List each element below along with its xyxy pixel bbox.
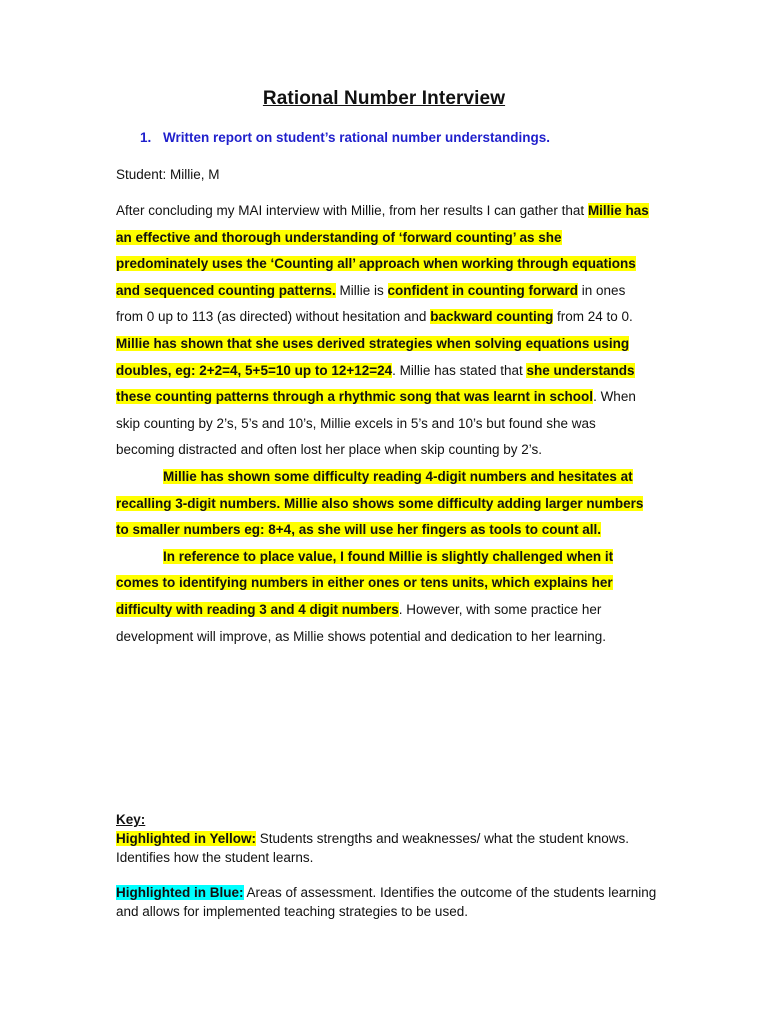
highlight-key [116, 810, 676, 921]
paragraph-2 [116, 464, 656, 544]
document-title: Rational Number Interview [262, 88, 506, 109]
text-run: . Millie has stated that [392, 362, 527, 378]
student-name-line: Student: Millie, M [116, 167, 220, 182]
paragraph-1 [116, 198, 656, 464]
text-run: in ones from 0 up to 113 (as directed) without hesitation and [116, 282, 626, 325]
yellow-highlight: backward counting [430, 309, 554, 325]
key-blue-label: Highlighted in Blue: [116, 885, 244, 900]
key-yellow-entry [116, 829, 676, 867]
key-spacer [116, 867, 676, 883]
yellow-highlight: In reference to place value, I found Millie is slightly challenged when it comes to identifying numbers in either ones or tens units, which explains her difficulty with reading 3 and 4 digit numbers [116, 548, 614, 617]
section-heading [140, 130, 550, 145]
text-run: . When skip counting by 2’s, 5’s and 10’s, Millie excels in 5’s and 10’s but found she was becoming distracted and often lost her place when skip counting by 2’s. [116, 389, 636, 458]
section-number: 1. [140, 130, 152, 145]
key-label: Key: [116, 812, 146, 827]
text-run: . However, with some practice her development will improve, as Millie shows potential and dedication to her learning. [116, 601, 607, 644]
text-run: After concluding my MAI interview with Millie, from her results I can gather that [116, 203, 588, 218]
key-blue-entry [116, 883, 676, 921]
yellow-highlight: Millie has shown that she uses derived strategies when solving equations using doubles, eg: 2+2=4, 5+5=10 up to 12+12=24 [116, 335, 630, 378]
yellow-highlight: Millie has shown some difficulty reading 4-digit numbers and hesitates at recalling 3-digit numbers. Millie also shows some difficulty adding larger numbers to smaller numbers eg: 8+4, as she will use her fingers as tools to count all. [116, 468, 644, 538]
report-body [116, 198, 656, 650]
paragraph-3 [116, 544, 656, 650]
yellow-highlight: Millie has an effective and thorough understanding of ‘forward counting’ as she predominately uses the ‘Counting all’ approach when working through equations and sequenced counting patterns. [116, 203, 649, 298]
key-yellow-label: Highlighted in Yellow: [116, 831, 257, 846]
key-yellow-text: Students strengths and weaknesses/ what the student knows. Identifies how the student learns. [116, 831, 629, 865]
text-run: Millie is [335, 282, 388, 298]
yellow-highlight: she understands these counting patterns through a rhythmic song that was learnt in school [116, 362, 635, 405]
section-heading-text: Written report on student’s rational number understandings. [163, 130, 551, 145]
text-run: from 24 to 0. [553, 309, 633, 325]
key-blue-text: Areas of assessment. Identifies the outcome of the students learning and allows for implemented teaching strategies to be used. [116, 885, 657, 919]
yellow-highlight: confident in counting forward [387, 282, 579, 298]
